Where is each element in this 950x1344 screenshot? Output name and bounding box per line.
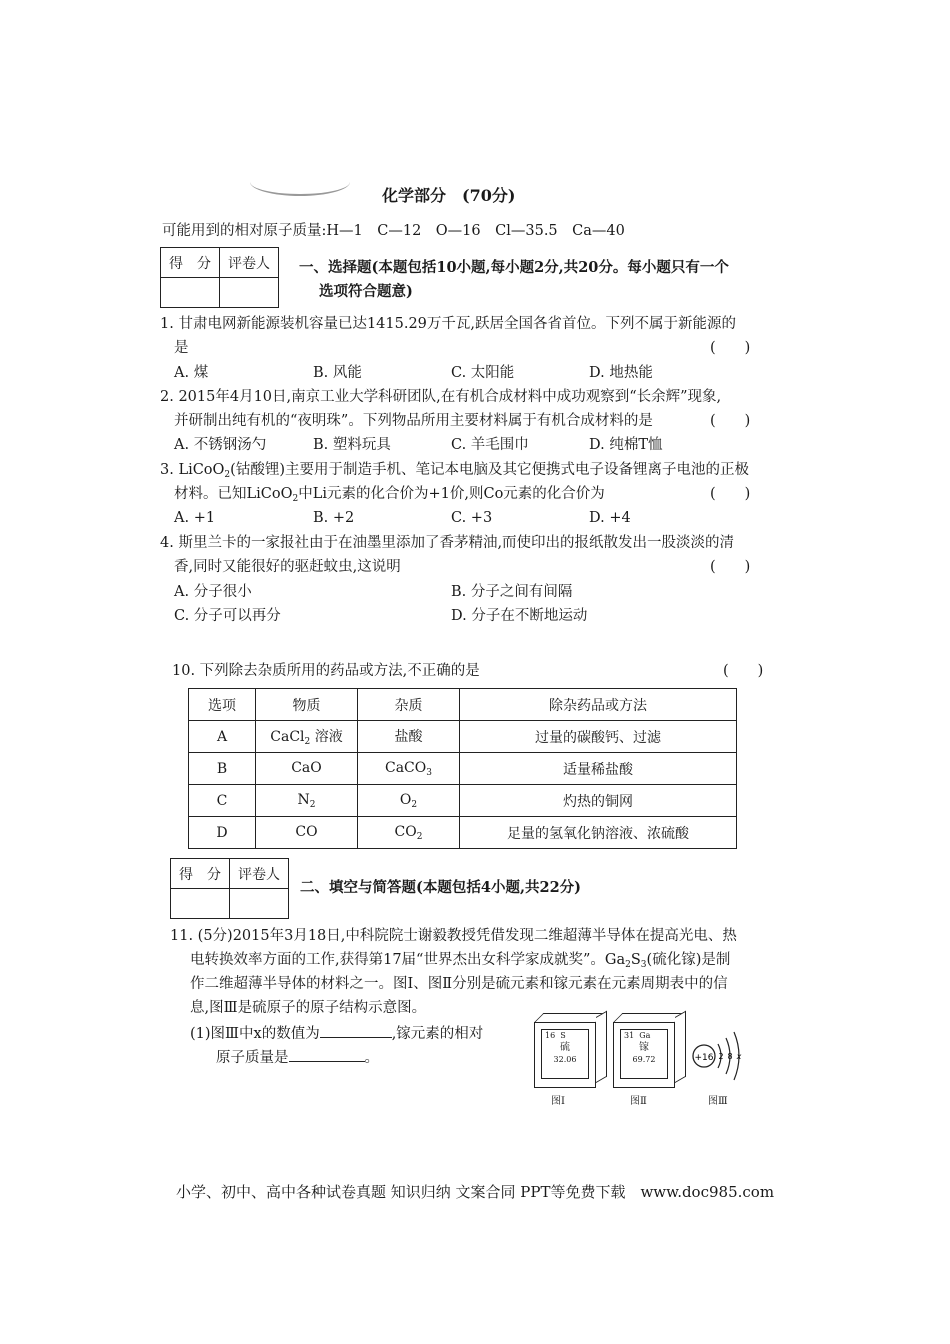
q11-part1: [190, 1022, 483, 1045]
formula: O: [399, 791, 412, 808]
formula-suffix: 溶液: [310, 729, 343, 745]
q1-option-a: A. 煤: [174, 365, 209, 381]
q2-option-d: D. 纯棉T恤: [589, 437, 663, 453]
section-title: 化学部分 (70分): [382, 186, 516, 205]
q3-stem-text: (钴酸锂)主要用于制造手机、笔记本电脑及其它便携式电子设备锂离子电池的正极: [230, 462, 749, 478]
shell-3-electrons: x: [736, 1052, 742, 1061]
subscript: 2: [416, 831, 423, 842]
cell-impurity: [358, 817, 460, 849]
subscript: 2: [625, 960, 631, 970]
q3-option-a: A. +1: [174, 510, 216, 526]
formula: 盐酸: [394, 729, 423, 745]
q3-answer-paren[interactable]: ( ): [710, 486, 751, 502]
table-row: [189, 721, 737, 753]
formula: CaCl: [270, 729, 305, 745]
q3-option-b: B. +2: [313, 510, 355, 526]
q4-stem: 4. 斯里兰卡的一家报社由于在油墨里添加了香茅精油,而使印出的报纸散发出一股淡淡的清: [160, 535, 735, 551]
table-row: [189, 817, 737, 849]
q11-part1-text-2: ,镓元素的相对: [391, 1026, 484, 1042]
q1-option-d: D. 地热能: [589, 365, 653, 381]
cell-impurity: [358, 753, 460, 785]
q1-stem-2: 是: [174, 340, 189, 356]
cell-method: 适量稀盐酸: [460, 753, 737, 785]
figure-3-caption: 图Ⅲ: [708, 1096, 728, 1107]
element-name: 镓: [639, 1042, 649, 1053]
figure-1-sulfur: [534, 1022, 596, 1088]
score-table-1: [160, 247, 279, 308]
cell-option: C: [189, 785, 256, 817]
q2-stem-2: 并研制出纯有机的“夜明珠”。下列物品所用主要材料属于有机合成材料的是: [174, 413, 653, 429]
q10-table: [188, 688, 737, 849]
subscript: 2: [304, 737, 311, 747]
score-header: 得 分: [161, 248, 220, 278]
q3-subscript: 2: [224, 470, 231, 480]
score-header: 得 分: [171, 859, 230, 889]
figure-2-gallium: [613, 1022, 675, 1088]
score-cell[interactable]: [171, 889, 230, 919]
q11-part1-text: (1)图Ⅲ中x的数值为: [190, 1026, 320, 1042]
q11-text: 电转换效率方面的工作,获得第17届“世界杰出女科学家成就奖”。Ga: [190, 952, 626, 968]
atomic-mass: 69.72: [632, 1055, 656, 1064]
q10-stem: 10. 下列除去杂质所用的药品或方法,不正确的是: [172, 663, 480, 679]
atomic-mass: 32.06: [553, 1055, 577, 1064]
q3-stem: [160, 460, 749, 486]
element-cell: [541, 1029, 589, 1079]
q1-option-b: B. 风能: [313, 365, 362, 381]
atomic-masses: 可能用到的相对原子质量:H—1 C—12 O—16 Cl—35.5 Ca—40: [162, 223, 625, 239]
q11-stem-3: 作二维超薄半导体的材料之一。图Ⅰ、图Ⅱ分别是硫元素和镓元素在元素周期表中的信: [190, 976, 728, 992]
box-side: [675, 1011, 686, 1083]
col-header-method: 除杂药品或方法: [460, 689, 737, 721]
element-symbol: Ga: [639, 1031, 651, 1040]
cell-substance: [256, 753, 358, 785]
cell-option: B: [189, 753, 256, 785]
page-footer: 小学、初中、高中各种试卷真题 知识归纳 文案合同 PPT等免费下载 www.doc985.com: [175, 1183, 775, 1201]
q3-stem-2: [174, 484, 605, 510]
col-header-impurity: 杂质: [358, 689, 460, 721]
answer-blank-x[interactable]: [320, 1022, 392, 1038]
figure-2-caption: 图Ⅱ: [630, 1096, 647, 1107]
box-top: [614, 1013, 685, 1022]
element-symbol: S: [560, 1031, 566, 1040]
cell-method: 灼热的铜网: [460, 785, 737, 817]
q2-stem: 2. 2015年4月10日,南京工业大学科研团队,在有机合成材料中成功观察到“长余辉”现象,: [160, 389, 722, 405]
q11-part1-text-4: 。: [364, 1050, 379, 1066]
cell-method: 过量的碳酸钙、过滤: [460, 721, 737, 753]
q1-stem: 1. 甘肃电网新能源装机容量已达1415.29万千瓦,跃居全国各省首位。下列不属于新能源的: [160, 316, 737, 332]
q4-answer-paren[interactable]: ( ): [710, 559, 751, 575]
q3-option-c: C. +3: [451, 510, 493, 526]
col-header-substance: 物质: [256, 689, 358, 721]
figure-3-atom-diagram: [688, 1022, 748, 1092]
atomic-number: 31: [624, 1031, 635, 1040]
grader-header: 评卷人: [220, 248, 279, 278]
score-table-2: [170, 858, 289, 919]
atomic-number: 16: [545, 1031, 556, 1040]
subscript: 2: [309, 799, 316, 810]
school-stamp: [250, 168, 350, 196]
cell-substance: [256, 785, 358, 817]
q11-stem-2: [190, 950, 730, 976]
q11-part1-line2: [216, 1046, 379, 1069]
subscript: 3: [426, 767, 432, 778]
formula: CaCO: [385, 759, 427, 776]
formula: CaO: [291, 759, 322, 776]
q4-option-d: D. 分子在不断地运动: [451, 608, 588, 624]
subscript: 3: [640, 960, 647, 970]
formula: N: [297, 791, 310, 808]
q1-option-c: C. 太阳能: [451, 365, 515, 381]
cell-impurity: [358, 721, 460, 753]
shell-2-electrons: 8: [727, 1052, 733, 1061]
formula: CO: [295, 823, 318, 840]
q2-option-a: A. 不锈钢汤勺: [174, 437, 267, 453]
grader-header: 评卷人: [230, 859, 289, 889]
q4-stem-2: 香,同时又能很好的驱赶蚊虫,这说明: [174, 559, 401, 575]
table-row: [189, 785, 737, 817]
q3-formula: 3. LiCoO: [160, 462, 225, 478]
grader-cell[interactable]: [220, 278, 279, 308]
cell-substance: [256, 817, 358, 849]
subscript: 2: [411, 799, 418, 810]
q3-stem-text-2: 中Li元素的化合价为+1价,则Co元素的化合价为: [298, 486, 605, 502]
section1-heading-2: 选项符合题意): [319, 283, 413, 300]
col-header-option: 选项: [189, 689, 256, 721]
section1-heading: 一、选择题(本题包括10小题,每小题2分,共20分。每小题只有一个: [299, 259, 729, 276]
figure-1-caption: 图Ⅰ: [551, 1096, 565, 1107]
score-cell[interactable]: [161, 278, 220, 308]
q10-answer-paren[interactable]: ( ): [723, 663, 764, 679]
q4-option-b: B. 分子之间有间隔: [451, 584, 573, 600]
cell-option: A: [189, 721, 256, 753]
answer-blank-mass[interactable]: [289, 1046, 365, 1062]
element-cell: [620, 1029, 668, 1079]
formula: CO: [394, 823, 417, 840]
q4-option-a: A. 分子很小: [174, 584, 252, 600]
box-top: [535, 1013, 606, 1022]
q3-option-d: D. +4: [589, 510, 631, 526]
section2-heading: 二、填空与简答题(本题包括4小题,共22分): [300, 879, 582, 896]
box-side: [596, 1011, 607, 1083]
q3-subscript-2: 2: [292, 494, 299, 504]
cell-option: D: [189, 817, 256, 849]
q2-option-c: C. 羊毛围巾: [451, 437, 529, 453]
q11-stem-4: 息,图Ⅲ是硫原子的原子结构示意图。: [190, 1000, 427, 1016]
shell-1-electrons: 2: [718, 1052, 724, 1061]
table-row: [189, 753, 737, 785]
q11-part1-text-3: 原子质量是: [216, 1050, 289, 1066]
q11-stem: 11. (5分)2015年3月18日,中科院院士谢毅教授凭借发现二维超薄半导体在提高光电、热: [170, 928, 737, 944]
nucleus-charge: +16: [694, 1053, 714, 1063]
q2-answer-paren[interactable]: ( ): [710, 413, 751, 429]
grader-cell[interactable]: [230, 889, 289, 919]
cell-substance: [256, 721, 358, 753]
formula: S: [630, 952, 641, 968]
cell-method: 足量的氢氧化钠溶液、浓硫酸: [460, 817, 737, 849]
q11-text-2: (硫化镓)是制: [646, 952, 731, 968]
q3-formula-2: 材料。已知LiCoO: [174, 486, 293, 502]
q4-option-c: C. 分子可以再分: [174, 608, 281, 624]
cell-impurity: [358, 785, 460, 817]
q1-answer-paren[interactable]: ( ): [710, 340, 751, 356]
element-name: 硫: [560, 1042, 570, 1053]
q2-option-b: B. 塑料玩具: [313, 437, 391, 453]
